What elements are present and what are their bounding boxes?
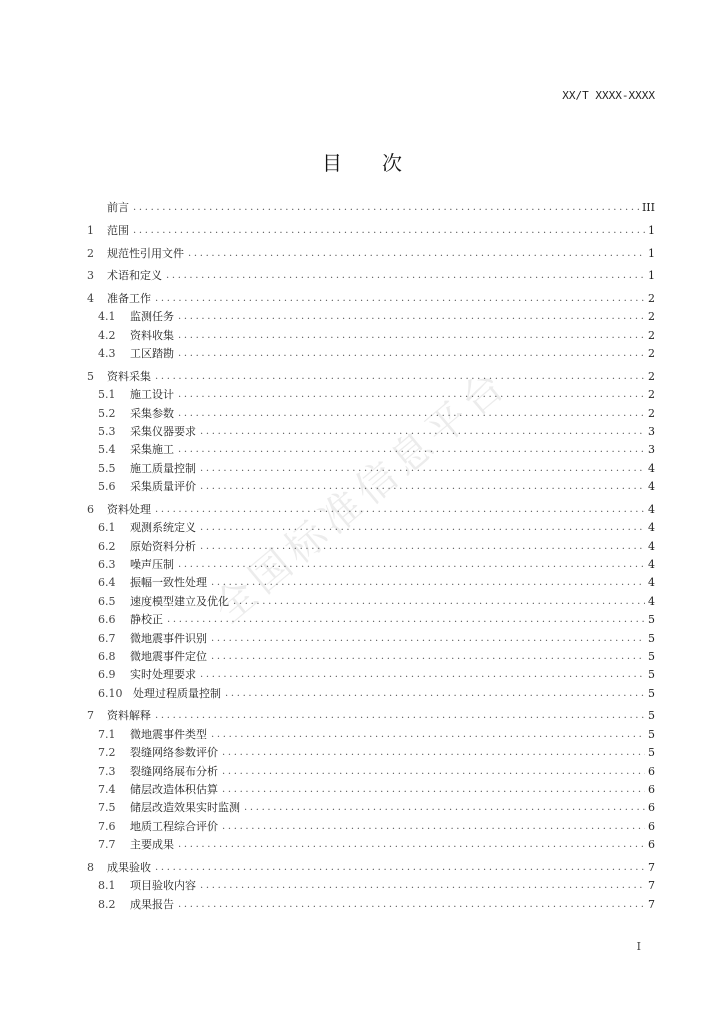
toc-entry[interactable]	[87, 222, 655, 240]
toc-entry[interactable]	[87, 666, 655, 684]
toc-entry-label: 范围	[107, 223, 129, 237]
toc-entry-page: 3	[648, 443, 655, 457]
toc-entry-number: 6	[87, 502, 94, 516]
toc-entry-number: 6.3	[98, 558, 116, 571]
toc-entry-page: 4	[648, 521, 655, 535]
toc-entry-page: 2	[648, 347, 655, 361]
toc-entry[interactable]	[87, 629, 655, 647]
toc-entry-page: 3	[648, 424, 655, 438]
toc-entry-label: 施工设计	[130, 388, 174, 402]
toc-entry[interactable]	[87, 460, 655, 478]
toc-leader-dots	[200, 423, 645, 441]
toc-entry-number: 6.2	[98, 539, 116, 553]
toc-entry-page: 7	[648, 860, 655, 874]
toc-leader-dots	[178, 556, 645, 574]
toc-entry-page: 2	[648, 310, 655, 324]
toc-entry-number: 7	[87, 709, 94, 723]
toc-entry[interactable]	[87, 244, 655, 262]
toc-entry-label: 采集仪器要求	[130, 424, 196, 438]
toc-entry[interactable]	[87, 290, 655, 308]
toc-entry[interactable]	[87, 404, 655, 422]
toc-leader-dots	[200, 478, 645, 496]
toc-leader-dots	[222, 818, 645, 836]
toc-entry-page: 2	[648, 406, 655, 420]
toc-entry-label: 采集质量评价	[130, 480, 196, 494]
toc-entry-number: 4.2	[98, 328, 116, 342]
toc-leader-dots	[178, 896, 645, 914]
toc-entry-label: 工区踏勘	[130, 347, 174, 361]
toc-entry-label: 前言	[107, 201, 129, 215]
toc-entry-number: 5.6	[98, 480, 116, 494]
toc-entry[interactable]	[87, 519, 655, 537]
toc-entry-number: 8	[87, 860, 94, 874]
toc-entry[interactable]	[87, 368, 655, 386]
toc-entry-label: 裂缝网络参数评价	[130, 746, 218, 760]
toc-entry[interactable]	[87, 799, 655, 817]
toc-entry-number: 5	[87, 369, 94, 383]
toc-entry-number: 8.1	[98, 879, 116, 893]
toc-entry-page: 5	[648, 709, 655, 723]
toc-entry[interactable]	[87, 685, 655, 703]
toc-entry-number: 6.8	[98, 649, 116, 663]
toc-entry-number: 5.2	[98, 406, 116, 420]
toc-entry[interactable]	[87, 648, 655, 666]
toc-entry[interactable]	[87, 267, 655, 285]
toc-leader-dots	[178, 441, 645, 459]
toc-entry[interactable]	[87, 818, 655, 836]
toc-entry-number: 6.9	[98, 668, 116, 682]
toc-leader-dots	[244, 799, 645, 817]
toc-entry[interactable]	[87, 726, 655, 744]
toc-entry-label: 资料采集	[107, 369, 151, 383]
toc-entry-number: 6.4	[98, 576, 116, 590]
toc-leader-dots	[211, 726, 645, 744]
toc-leader-dots	[200, 519, 645, 537]
toc-entry-label: 储层改造效果实时监测	[130, 801, 240, 815]
toc-entry-number: 7.5	[98, 801, 116, 815]
toc-entry-number: 2	[87, 246, 94, 260]
toc-entry-label: 速度模型建立及优化	[130, 594, 229, 608]
toc-entry-page: 4	[648, 594, 655, 608]
toc-entry-page: 7	[648, 879, 655, 893]
toc-entry-page: III	[641, 201, 655, 215]
toc-entry-page: 1	[648, 269, 655, 283]
toc-entry[interactable]	[87, 877, 655, 895]
toc-entry-number: 4.1	[98, 310, 116, 324]
toc-entry-label: 资料解释	[107, 709, 151, 723]
toc-entry[interactable]	[87, 707, 655, 725]
toc-entry-page: 4	[648, 502, 655, 516]
toc-leader-dots	[167, 611, 645, 629]
toc-entry[interactable]	[87, 327, 655, 345]
toc-leader-dots	[178, 386, 645, 404]
toc-entry-number: 4	[87, 291, 94, 305]
toc-entry-page: 4	[648, 539, 655, 553]
toc-leader-dots	[178, 345, 645, 363]
toc-entry-label: 成果验收	[107, 860, 151, 874]
toc-entry[interactable]	[87, 836, 655, 854]
toc-entry-label: 资料收集	[130, 328, 174, 342]
toc-entry-label: 地质工程综合评价	[130, 819, 218, 833]
toc-entry-page: 2	[648, 328, 655, 342]
toc-entry[interactable]	[87, 199, 655, 217]
toc-entry-page: 4	[648, 461, 655, 475]
toc-leader-dots	[200, 877, 645, 895]
toc-entry-number: 7.1	[98, 727, 116, 741]
toc-entry[interactable]	[87, 478, 655, 496]
toc-entry[interactable]	[87, 556, 655, 574]
toc-entry-page: 5	[648, 613, 655, 627]
toc-entry-page: 4	[648, 576, 655, 590]
toc-entry-page: 6	[648, 838, 655, 852]
toc-entry-number: 8.2	[98, 897, 116, 911]
toc-entry-number: 7.7	[98, 838, 116, 852]
toc-entry-label: 微地震事件识别	[130, 631, 207, 645]
toc-entry-label: 施工质量控制	[130, 461, 196, 475]
toc-entry-label: 静校正	[130, 613, 163, 627]
toc-entry-label: 准备工作	[107, 291, 151, 305]
toc-entry-label: 采集施工	[130, 443, 174, 457]
toc-leader-dots	[133, 199, 640, 217]
toc-entry-label: 术语和定义	[107, 269, 162, 283]
toc-leader-dots	[233, 593, 645, 611]
toc-entry[interactable]	[87, 537, 655, 555]
toc-entry-label: 原始资料分析	[130, 539, 196, 553]
toc-entry-page: 4	[648, 480, 655, 494]
toc-entry[interactable]	[87, 423, 655, 441]
toc-entry[interactable]	[87, 762, 655, 780]
toc-entry[interactable]	[87, 574, 655, 592]
toc-entry[interactable]	[87, 895, 655, 913]
toc-leader-dots	[211, 630, 645, 648]
toc-leader-dots	[200, 666, 645, 684]
toc-entry-number: 6.1	[98, 521, 116, 535]
toc-leader-dots	[222, 763, 645, 781]
toc-leader-dots	[178, 405, 645, 423]
toc-entry-label: 处理过程质量控制	[133, 686, 221, 700]
toc-entry-number: 4.3	[98, 347, 116, 361]
toc-leader-dots	[211, 574, 645, 592]
toc-entry[interactable]	[87, 441, 655, 459]
toc-entry[interactable]	[87, 501, 655, 519]
toc-leader-dots	[155, 859, 645, 877]
toc-entry[interactable]	[87, 744, 655, 762]
toc-entry-label: 储层改造体积估算	[130, 782, 218, 796]
toc-entry-page: 1	[648, 246, 655, 260]
toc-entry-page: 5	[648, 649, 655, 663]
toc-entry-number: 6.7	[98, 631, 116, 645]
toc-entry-number: 5.3	[98, 424, 116, 438]
toc-leader-dots	[178, 836, 645, 854]
toc-leader-dots	[155, 368, 645, 386]
toc-leader-dots	[211, 648, 645, 666]
toc-entry-number: 1	[87, 223, 94, 237]
toc-entry-label: 实时处理要求	[130, 668, 196, 682]
toc-leader-dots	[225, 685, 645, 703]
toc-entry-number: 6.5	[98, 594, 116, 608]
toc-entry-page: 4	[648, 558, 655, 571]
toc-leader-dots	[155, 501, 645, 519]
toc-leader-dots	[155, 290, 645, 308]
toc-entry-page: 5	[648, 631, 655, 645]
toc-leader-dots	[178, 327, 645, 345]
toc-leader-dots	[222, 744, 645, 762]
toc-entry-number: 6.10	[98, 686, 123, 700]
toc-entry-page: 5	[648, 686, 655, 700]
toc-entry[interactable]	[87, 593, 655, 611]
toc-entry-number: 5.1	[98, 388, 116, 402]
toc-entry-page: 2	[648, 388, 655, 402]
toc-leader-dots	[200, 460, 645, 478]
toc-entry-page: 1	[648, 223, 655, 237]
toc-entry-label: 主要成果	[130, 838, 174, 852]
toc-entry-page: 5	[648, 746, 655, 760]
toc-entry-page: 2	[648, 291, 655, 305]
toc-entry-page: 7	[648, 897, 655, 911]
toc-entry-label: 微地震事件类型	[130, 727, 207, 741]
toc-entry-page: 6	[648, 764, 655, 778]
page-title: 目次	[322, 151, 442, 175]
toc-entry-label: 微地震事件定位	[130, 649, 207, 663]
toc-entry[interactable]	[87, 859, 655, 877]
toc-entry-page: 5	[648, 668, 655, 682]
toc-leader-dots	[133, 222, 645, 240]
toc-entry-number: 3	[87, 269, 94, 283]
toc-entry[interactable]	[87, 386, 655, 404]
toc-entry-label: 规范性引用文件	[107, 246, 184, 260]
toc-entry-label: 资料处理	[107, 502, 151, 516]
toc-entry-number: 7.4	[98, 782, 116, 796]
toc-entry-page: 5	[648, 727, 655, 741]
toc-leader-dots	[155, 707, 645, 725]
toc-entry-label: 裂缝网络展布分析	[130, 764, 218, 778]
toc-entry-page: 2	[648, 369, 655, 383]
toc-leader-dots	[222, 781, 645, 799]
toc-entry-label: 观测系统定义	[130, 521, 196, 535]
table-of-contents	[87, 199, 655, 914]
footer-page-number: I	[636, 940, 641, 953]
toc-entry-number: 7.2	[98, 746, 116, 760]
toc-entry[interactable]	[87, 308, 655, 326]
toc-entry-label: 噪声压制	[130, 558, 174, 571]
toc-leader-dots	[188, 245, 645, 263]
toc-entry-number: 5.5	[98, 461, 116, 475]
toc-entry-page: 6	[648, 819, 655, 833]
toc-entry-label: 项目验收内容	[130, 879, 196, 893]
toc-entry[interactable]	[87, 781, 655, 799]
toc-leader-dots	[166, 267, 645, 285]
toc-entry-number: 7.6	[98, 819, 116, 833]
toc-leader-dots	[200, 538, 645, 556]
toc-entry-label: 成果报告	[130, 897, 174, 911]
toc-entry-number: 5.4	[98, 443, 116, 457]
toc-entry[interactable]	[87, 345, 655, 363]
toc-leader-dots	[178, 308, 645, 326]
standard-code: XX/T XXXX-XXXX	[562, 89, 655, 102]
toc-entry-page: 6	[648, 801, 655, 815]
toc-entry-label: 监测任务	[130, 310, 174, 324]
toc-entry[interactable]	[87, 611, 655, 629]
toc-entry-label: 振幅一致性处理	[130, 576, 207, 590]
toc-entry-label: 采集参数	[130, 406, 174, 420]
toc-entry-number: 6.6	[98, 613, 116, 627]
toc-entry-number: 7.3	[98, 764, 116, 778]
toc-entry-page: 6	[648, 782, 655, 796]
watermark: 全国标准信息平台	[205, 360, 518, 633]
